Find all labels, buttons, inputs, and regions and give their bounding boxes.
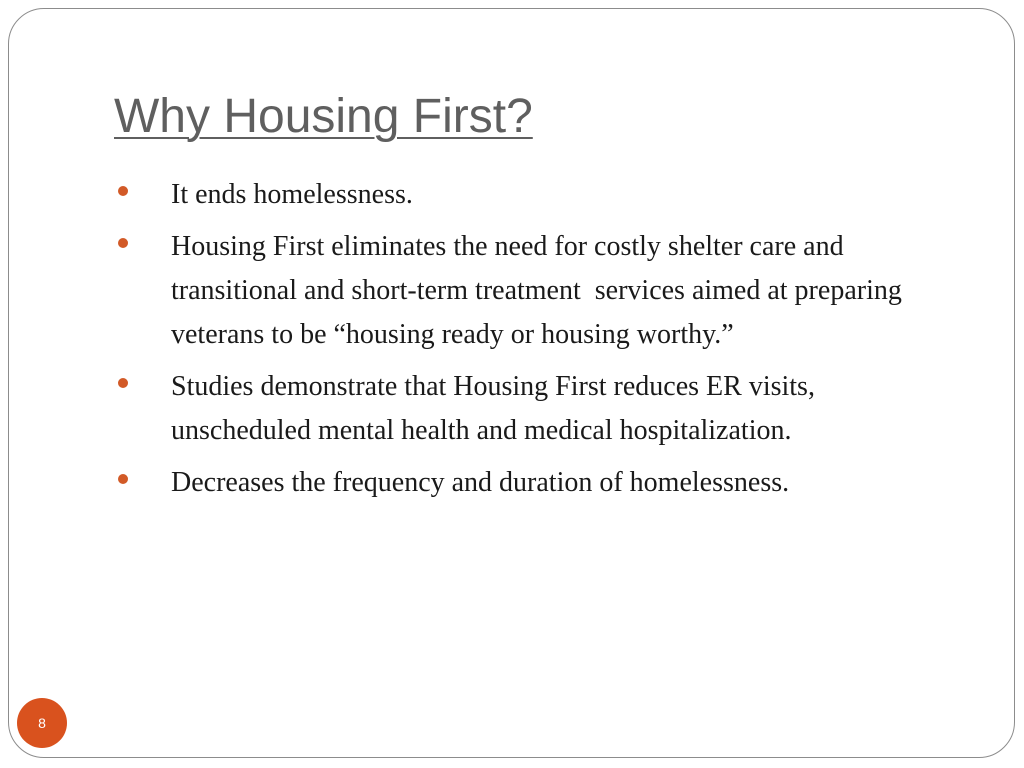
bullet-list xyxy=(114,173,944,513)
bullet-dot-icon xyxy=(118,378,128,388)
bullet-item xyxy=(114,461,944,505)
bullet-item xyxy=(114,225,944,357)
bullet-item xyxy=(114,173,944,217)
slide-title: Why Housing First? xyxy=(114,90,533,143)
page-number-badge: 8 xyxy=(17,698,67,748)
bullet-text: Decreases the frequency and duration of homelessness. xyxy=(171,467,790,498)
bullet-text: It ends homelessness. xyxy=(171,179,413,210)
bullet-text: Housing First eliminates the need for costly shelter care and transitional and short-term treatment services aimed at preparing veterans to be “housing ready or housing worthy.” xyxy=(171,231,909,350)
bullet-dot-icon xyxy=(118,186,128,196)
bullet-item xyxy=(114,365,944,453)
bullet-dot-icon xyxy=(118,474,128,484)
slide-frame xyxy=(8,8,1015,758)
bullet-dot-icon xyxy=(118,238,128,248)
bullet-text: Studies demonstrate that Housing First reduces ER visits, unscheduled mental health and medical hospitalization. xyxy=(171,371,822,446)
